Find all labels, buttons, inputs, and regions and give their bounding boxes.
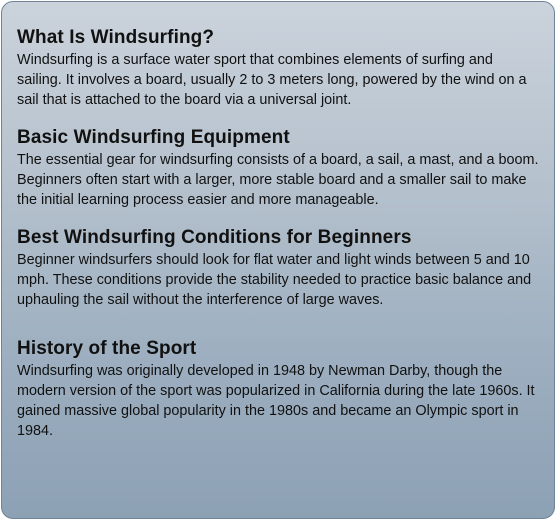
section-beginner-conditions	[17, 226, 540, 310]
section-body: Beginner windsurfers should look for flat water and light winds between 5 and 10 mph. These conditions provide the stability needed to practice basic balance and uphauling the sail without the interference of large waves.	[17, 252, 532, 308]
section-history	[17, 337, 540, 441]
section-body: The essential gear for windsurfing consists of a board, a sail, a mast, and a boom. Beginners often start with a larger, more stable board and a smaller sail to make the initial learning process easier and more manageable.	[17, 152, 539, 208]
section-heading: Best Windsurfing Conditions for Beginners	[17, 227, 412, 248]
info-card	[1, 1, 555, 519]
section-body: Windsurfing was originally developed in 1948 by Newman Darby, though the modern version of the sport was popularized in California during the late 1960s. It gained massive global popularity in the 1980s and became an Olympic sport in 1984.	[17, 363, 535, 439]
section-what-is-windsurfing	[17, 26, 540, 110]
section-heading: What Is Windsurfing?	[17, 27, 215, 48]
section-body: Windsurfing is a surface water sport that combines elements of surfing and sailing. It involves a board, usually 2 to 3 meters long, powered by the wind on a sail that is attached to the board via a universal joint.	[17, 52, 527, 108]
section-heading: Basic Windsurfing Equipment	[17, 127, 290, 148]
section-equipment	[17, 126, 540, 210]
section-heading: History of the Sport	[17, 338, 197, 359]
